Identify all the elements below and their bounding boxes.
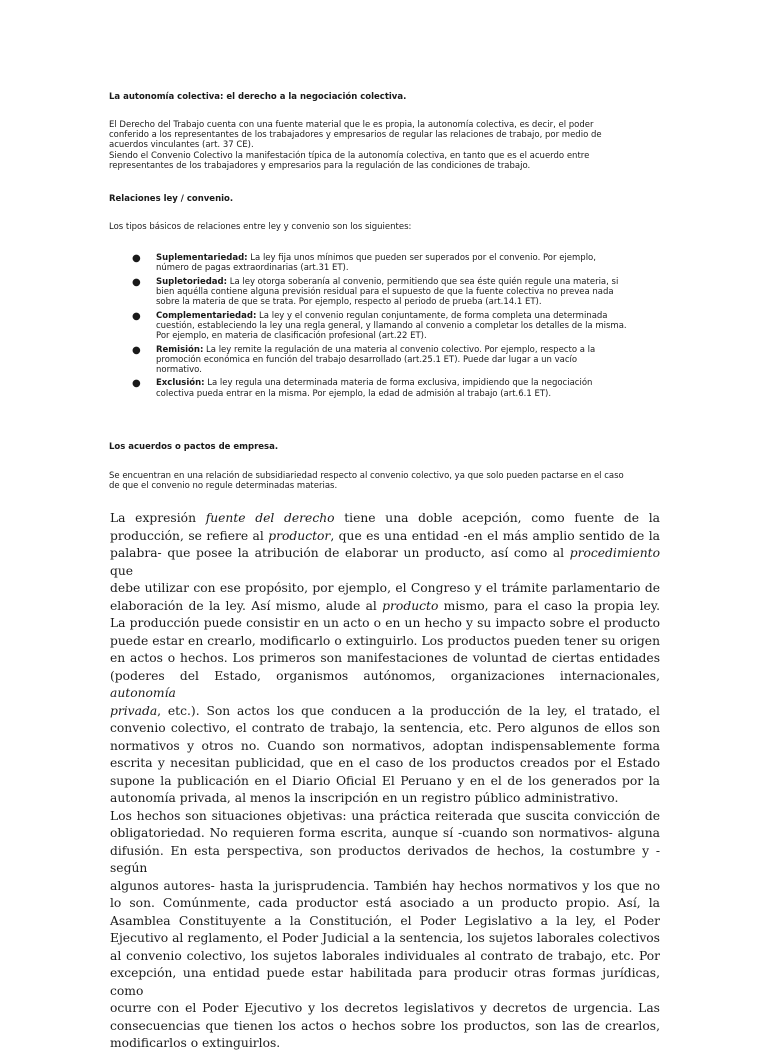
list-item-complementariedad: ● Complementariedad: La ley y el convenio regulan conjuntamente, de forma completa una determinada cuestión, estableciendo la ley una regla general, y llamando al convenio a completar los detalles de la misma. Por ejemplo, en materia de clasificación profesional (art.22 ET).	[132, 310, 627, 342]
bullet-icon: ●	[132, 276, 141, 288]
bullet-icon: ●	[132, 310, 141, 322]
paragraph-acuerdos: Se encuentran en una relación de subsidiariedad respecto al convenio colectivo, ya que solo pueden pactarse en el caso de que el convenio no regule determinadas materias.	[109, 471, 624, 492]
list-item-suplementariedad: ● Suplementariedad: La ley fija unos mínimos que pueden ser superados por el convenio. Por ejemplo, número de pagas extraordinarias (art.31 ET).	[132, 253, 596, 274]
heading-autonomia-colectiva: La autonomía colectiva: el derecho a la negociación colectiva.	[109, 92, 407, 102]
bullet-icon: ●	[132, 253, 141, 264]
bullet-icon: ●	[132, 378, 141, 390]
heading-acuerdos-pactos: Los acuerdos o pactos de empresa.	[109, 442, 279, 452]
bullet-list-relaciones	[109, 253, 669, 402]
list-item-supletoriedad: ● Supletoriedad: La ley otorga soberanía al convenio, permitiendo que sea éste quién regule una materia, si bien aquélla contiene alguna previsión residual para el supuesto de que la fuente colectiva no prevea nada sobre la materia de que se trata. Por ejemplo, respecto al periodo de prueba (art.14.1 ET).	[132, 276, 619, 308]
list-item-exclusion: ● Exclusión: La ley regula una determinada materia de forma exclusiva, impidiendo que la negociación colectiva pueda entrar en la misma. Por ejemplo, la edad de admisión al trabajo (art.6.1 ET).	[132, 378, 593, 399]
heading-relaciones-ley-convenio: Relaciones ley / convenio.	[109, 194, 234, 204]
paragraph-autonomia: El Derecho del Trabajo cuenta con una fuente material que le es propia, la autonomía colectiva, es decir, el poder conferido a los representantes de los trabajadores y empresarios de regular las relaciones de trabajo, por medio de acuerdos vinculantes (art. 37 CE). Siendo el Convenio Colectivo la manifestación típica de la autonomía colectiva, en tanto que es el acuerdo entre representantes de los trabajadores y empresarios para la regulación de las condiciones de trabajo.	[109, 120, 602, 171]
essay-fuente-del-derecho: La expresión fuente del derecho tiene una doble acepción, como fuente de la producción, se refiere al productor, que es una entidad -en el más amplio sentido de la palabra- que posee la atribución de elaborar un producto, así como al procedimiento que debe utilizar con ese propósito, por ejemplo, el Congreso y el trámite parlamentario de elaboración de la ley. Así mismo, alude al producto mismo, para el caso la propia ley. La producción puede consistir en un acto o en un hecho y su impacto sobre el producto puede estar en crearlo, modificarlo o extinguirlo. Los productos pueden tener su origen en actos o hechos. Los primeros son manifestaciones de voluntad de ciertas entidades (poderes del Estado, organismos autónomos, organizaciones internacionales, autonomía privada, etc.). Son actos los que conducen a la producción de la ley, el tratado, el convenio colectivo, el contrato de trabajo, la sentencia, etc. Pero algunos de ellos son normativos y otros no. Cuando son normativos, adoptan indispensablemente forma escrita y necesitan publicidad, que en el caso de los productos creados por el Estado supone la publicación en el Diario Oficial El Peruano y en el de los generados por la autonomía privada, al menos la inscripción en un registro público administrativo. Los hechos son situaciones objetivas: una práctica reiterada que suscita convicción de obligatoriedad. No requieren forma escrita, aunque sí -cuando son normativos- alguna difusión. En esta perspectiva, son productos derivados de hechos, la costumbre y -según algunos autores- hasta la jurisprudencia. También hay hechos normativos y los que no lo son. Comúnmente, cada productor está asociado a un producto propio. Así, la Asamblea Constituyente a la Constitución, el Poder Legislativo a la ley, el Poder Ejecutivo al reglamento, el Poder Judicial a la sentencia, los sujetos laborales colectivos al convenio colectivo, los sujetos laborales individuales al contrato de trabajo, etc. Por excepción, una entidad puede estar habilitada para producir otras formas jurídicas, como ocurre con el Poder Ejecutivo y los decretos legislativos y decretos de urgencia. Las consecuencias que tienen los actos o hechos sobre los productos, son las de crearlos, modificarlos o extinguirlos.	[110, 511, 661, 1050]
bullet-icon: ●	[132, 344, 141, 356]
paragraph-tipos-basicos: Los tipos básicos de relaciones entre ley y convenio son los siguientes:	[109, 222, 412, 232]
list-item-remision: ● Remisión: La ley remite la regulación de una materia al convenio colectivo. Por ejemplo, respecto a la promoción económica en función del trabajo desarrollado (art.25.1 ET). Puede dar lugar a un vacío normativo.	[132, 344, 596, 375]
